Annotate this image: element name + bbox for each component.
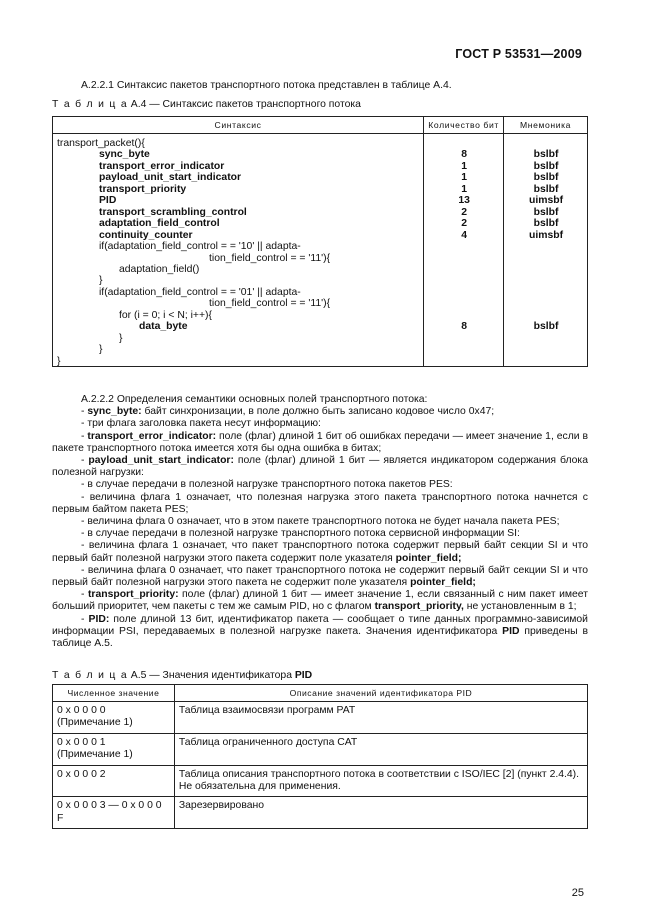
syntax-line: transport_packet(){ [57, 138, 145, 149]
paragraph-text: - величина флага 1 означает, что полезная нагрузка этого пакета транспортного потока начнется с первым байтом пакета PES; [52, 491, 588, 515]
syntax-line: } [119, 332, 123, 344]
paragraph-text: приведены в таблице А.5. [52, 625, 588, 650]
syntax-line: if(adaptation_field_control = = '10' || adapta- [99, 241, 301, 253]
field-term: pointer_field; [395, 552, 462, 564]
semantic-paragraph [52, 455, 588, 479]
header-description: Описание значений идентификатора PID [174, 685, 587, 702]
caption-prefix: Т а б л и ц а [52, 99, 128, 110]
syntax-line: adaptation_field_control [99, 218, 220, 230]
table-row [53, 702, 588, 734]
semantic-paragraph [52, 431, 588, 455]
paragraph-text: не установленным в 1; [463, 601, 577, 613]
semantic-paragraph [52, 479, 588, 491]
syntax-line: transport_priority [99, 183, 187, 195]
mnemonic-cell: bslbf [533, 218, 559, 230]
field-term: PID: [88, 613, 110, 625]
bits-cell: 2 [461, 206, 468, 218]
mnemonic-column [504, 134, 587, 366]
syntax-line: } [99, 344, 103, 356]
mnemonic-cell: uimsbf [529, 195, 564, 207]
paragraph-text: - [81, 406, 88, 418]
field-term: transport_priority: [87, 589, 179, 601]
syntax-line: sync_byte [99, 149, 150, 161]
syntax-line: if(adaptation_field_control = = '01' || adapta- [99, 286, 301, 298]
field-term: transport_error_indicator: [87, 430, 217, 442]
semantic-paragraph [52, 406, 588, 418]
paragraph-text: - [81, 455, 89, 467]
caption-text: А.4 — Синтаксис пакетов транспортного потока [127, 99, 361, 110]
syntax-line: data_byte [139, 321, 188, 333]
semantic-paragraph [52, 565, 588, 589]
paragraph-text: А.2.2.2 Определения семантики основных полей транспортного потока: [81, 394, 428, 405]
syntax-line: tion_field_control = = '11'){ [209, 298, 331, 310]
syntax-line: } [57, 355, 61, 367]
paragraph-text: - величина флага 1 означает, что пакет транспортного потока содержит первый байт секции SI и что первый байт полезной нагрузки этого пакета содержит поле указателя [52, 540, 588, 564]
bits-cell: 13 [458, 195, 470, 207]
bits-cell: 1 [461, 183, 468, 195]
paragraph-text: - [81, 589, 88, 601]
bits-cell: 2 [461, 218, 468, 230]
bits-column [424, 134, 503, 366]
field-term: sync_byte: [87, 406, 142, 418]
paragraph-text: - величина флага 0 означает, что пакет транспортного потока не содержит первый байт секции SI и что первый байт полезной нагрузки этого пакета не содержит поле указателя [52, 564, 588, 589]
syntax-line: tion_field_control = = '11'){ [209, 252, 331, 264]
document-header: ГОСТ Р 53531—2009 [455, 47, 582, 61]
intro-paragraph: А.2.2.1 Синтаксис пакетов транспортного потока представлен в таблице А.4. [81, 80, 452, 91]
caption-term: PID [294, 670, 313, 681]
header-syntax: Синтаксис [53, 117, 424, 134]
bits-cell: 1 [461, 160, 468, 172]
field-term: transport_priority, [374, 601, 464, 613]
semantic-paragraph [52, 492, 588, 516]
mnemonic-cell: bslbf [533, 206, 559, 218]
semantic-paragraph [52, 418, 588, 430]
header-bits: Количество бит [424, 117, 504, 134]
header-value: Численное значение [53, 685, 175, 702]
pid-description: Таблица описания транспортного потока в соответствии с ISO/IEC [2] (пункт 2.4.4). Не обязательна для применения. [174, 765, 587, 797]
paragraph-text: - [81, 613, 89, 625]
caption-prefix: Т а б л и ц а [52, 670, 128, 681]
page-number: 25 [571, 887, 584, 899]
paragraph-text: - три флага заголовка пакета несут информацию: [81, 418, 321, 430]
syntax-line: PID [99, 195, 117, 207]
paragraph-text: поле (флаг) длиной 1 бит — является индикатором содержания блока полезной нагрузки: [52, 455, 588, 479]
mnemonic-cell: bslbf [533, 183, 559, 195]
syntax-line: } [99, 275, 103, 287]
pid-note: (Примечание 1) [57, 749, 133, 761]
pid-description: Зарезервировано [174, 797, 587, 829]
pid-description: Таблица ограниченного доступа CAT [174, 733, 587, 765]
semantic-paragraph [52, 516, 588, 528]
pid-description: Таблица взаимосвязи программ PAT [174, 702, 587, 734]
table-row [53, 765, 588, 797]
semantic-paragraph [52, 614, 588, 651]
semantic-paragraph [52, 589, 588, 613]
syntax-line: transport_error_indicator [99, 160, 225, 172]
paragraph-text: байт синхронизации, в поле должно быть записано кодовое число 0х47; [141, 406, 495, 418]
syntax-line: transport_scrambling_control [99, 206, 247, 218]
table-a5-caption [52, 670, 312, 682]
paragraph-text: поле (флаг) длиной 1 бит — имеет значение 1, если связанный с ним пакет имеет больший приоритет, чем пакеты с тем же самым PID, но с флагом [52, 589, 588, 613]
pid-value: 0 x 0 0 0 3 — 0 x 0 0 0 F [57, 800, 162, 824]
mnemonic-cell: bslbf [533, 149, 559, 161]
pid-value: 0 x 0 0 0 2 [57, 768, 106, 780]
syntax-line: for (i = 0; i < N; i++){ [119, 309, 212, 321]
mnemonic-cell: uimsbf [529, 229, 564, 241]
pid-note: (Примечание 1) [57, 717, 133, 729]
caption-text: А.5 — Значения идентификатора [127, 670, 295, 681]
bits-cell: 1 [461, 172, 468, 184]
paragraph-text: - величина флага 0 означает, что в этом пакете транспортного потока не будет начала пакета PES; [81, 516, 560, 528]
bits-cell: 8 [461, 149, 468, 161]
pid-value: 0 x 0 0 0 0 [57, 705, 106, 716]
bits-cell: 4 [461, 229, 468, 241]
field-term: payload_unit_start_indicator: [88, 455, 234, 467]
bits-cell: 8 [461, 321, 468, 333]
pid-table [52, 684, 588, 829]
syntax-table [52, 116, 588, 367]
table-a4-caption [52, 99, 361, 111]
syntax-column [53, 134, 423, 366]
field-term: PID [502, 625, 520, 637]
mnemonic-cell: bslbf [533, 321, 559, 333]
semantic-paragraph [52, 394, 588, 406]
pid-value: 0 x 0 0 0 1 [57, 736, 106, 748]
paragraph-text: - в случае передачи в полезной нагрузке транспортного потока пакетов PES: [81, 479, 453, 491]
semantics-section [52, 394, 588, 650]
paragraph-text: - в случае передачи в полезной нагрузке транспортного потока сервисной информации SI: [81, 528, 520, 540]
mnemonic-cell: bslbf [533, 160, 559, 172]
table-row [53, 797, 588, 829]
semantic-paragraph [52, 540, 588, 564]
mnemonic-cell: bslbf [533, 172, 559, 184]
paragraph-text: поле длиной 13 бит, идентификатор пакета — сообщает о типе данных программно-зависимой информации PSI, передаваемых в полезной нагрузке пакета. Значения идентификатора [52, 613, 588, 637]
header-mnemonic: Мнемоника [504, 117, 588, 134]
syntax-line: continuity_counter [99, 229, 193, 241]
syntax-line: payload_unit_start_indicator [99, 172, 242, 184]
field-term: pointer_field; [410, 577, 476, 589]
paragraph-text: - [81, 430, 88, 442]
semantic-paragraph [52, 528, 588, 540]
table-row [53, 733, 588, 765]
syntax-line: adaptation_field() [119, 263, 200, 275]
paragraph-text: поле (флаг) длиной 1 бит об ошибках передачи — имеет значение 1, если в пакете транспортного потока имеется хотя бы одна ошибка в битах; [52, 430, 588, 454]
